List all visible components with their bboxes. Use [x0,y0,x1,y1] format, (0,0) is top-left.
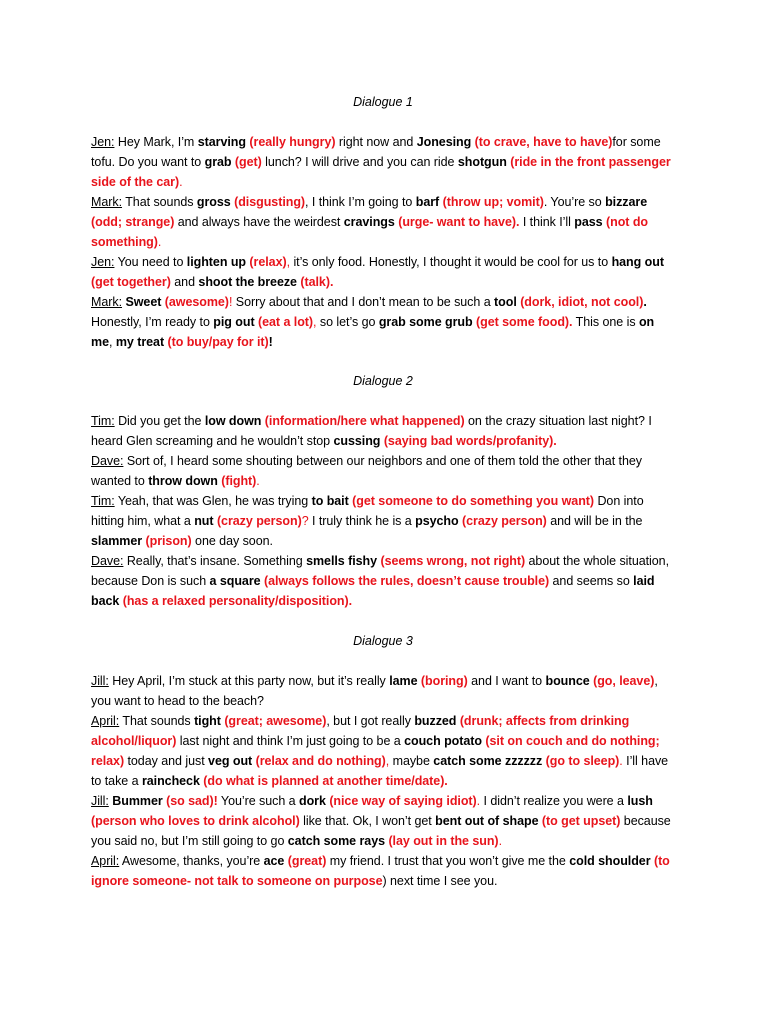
dialogue-text: today and just [124,754,209,768]
dialogue-text: I think I’ll [519,215,575,229]
dialogue-text: Sort of, I heard some shouting between our neighbors and one of them told the other that they wanted to [91,454,642,488]
definition-punct: ? [301,514,309,528]
definition-punct: , [313,315,317,329]
slang-term: grab [204,155,232,169]
slang-term: laid back [91,574,655,608]
definition: (crazy person) [213,514,302,528]
definition-punct: , [286,255,291,269]
definition: (really hungry) [245,135,336,149]
dialogue-1-body [91,132,677,352]
dialogue-text: I’ll have to take a [91,754,669,788]
definition: (odd; strange) [91,215,175,229]
definition: (prison) [142,534,192,548]
definition: (relax and do nothing) [252,754,386,768]
definition-punct: . [179,175,183,189]
speaker-name: Tim: [91,414,115,428]
speaker-name: Mark: [91,195,123,209]
slang-term: couch potato [404,734,482,748]
dialogue-text: because you said no, but I’m still going to go [91,814,671,848]
definition: (saying bad words/profanity). [380,434,557,448]
dialogue-text: Sorry about that and I don’t mean to be such a [232,295,495,309]
definition: (urge- want to have). [394,215,520,229]
slang-term: raincheck [141,774,200,788]
definition: (to ignore someone- not talk to someone on purpose [91,854,670,888]
dialogue-text: so let’s go [316,315,379,329]
definition: (throw up; vomit) [439,195,544,209]
definition: (awesome) [161,295,229,309]
dialogue-text: I didn’t realize you were a [480,794,628,808]
definition: (get together) [91,275,171,289]
slang-term: shoot the breeze [198,275,297,289]
slang-term: bent out of shape [435,814,539,828]
definition: (to get upset) [538,814,621,828]
definition: (fight) [217,474,257,488]
dialogue-text: lunch? I will drive and you can ride [261,155,458,169]
slang-term: my treat [115,335,165,349]
dialogue-text: ) next time I see you. [382,874,498,888]
slang-term: gross [196,195,231,209]
definition: (person who loves to drink alcohol) [91,814,300,828]
dialogue-text: This one is [572,315,639,329]
dialogue-text: Hey Mark, I’m [114,135,198,149]
definition: (do what is planned at another time/date). [199,774,448,788]
dialogue-text: and seems so [549,574,634,588]
dialogue-line [91,132,677,192]
definition: (get someone to do something you want) [348,494,595,508]
definition: (great; awesome) [220,714,327,728]
definition: (get some food). [472,315,573,329]
slang-term: a square [209,574,261,588]
slang-term: cravings [343,215,395,229]
dialogue-text: Did you get the [114,414,205,428]
dialogue-line [91,491,677,551]
dialogue-text: Don into hitting him, what a [91,494,644,528]
dialogue-line [91,711,677,791]
definition: (to crave, have to have) [471,135,613,149]
definition-punct: . [157,235,162,249]
dialogue-text: last night and think I’m just going to be a [176,734,405,748]
slang-term: starving [197,135,246,149]
dialogue-text: That sounds [122,195,197,209]
slang-term: veg out [208,754,253,768]
speaker-name: Jen: [91,135,115,149]
dialogue-line [91,791,677,851]
dialogue-line [91,671,677,711]
slang-term: lighten up [186,255,246,269]
slang-term: buzzed [414,714,457,728]
dialogue-text: You need to [114,255,187,269]
dialogue-text: and [170,275,199,289]
definition: (relax) [246,255,287,269]
definition: (eat a lot) [254,315,314,329]
definition: (disgusting) [230,195,306,209]
dialogue-text: Honestly, I’m ready to [91,315,214,329]
slang-term: lush [627,794,653,808]
definition: (has a relaxed personality/disposition). [119,594,353,608]
dialogue-3-title: Dialogue 3 [353,634,413,648]
slang-term: ace [263,854,285,868]
slang-term: catch some rays [287,834,386,848]
speaker-name: Jill: [91,674,109,688]
slang-term: catch some zzzzzz [433,754,543,768]
dialogue-text: like that. Ok, I won’t get [299,814,436,828]
slang-term: psycho [415,514,459,528]
slang-term: nut [194,514,214,528]
dialogue-text: Really, that’s insane. Something [123,554,307,568]
dialogue-text: Awesome, thanks, you’re [119,854,264,868]
definition: (talk). [296,275,334,289]
dialogue-text: for some tofu. Do you want to [91,135,661,169]
definition: (dork, idiot, not cool) [516,295,644,309]
dialogue-text: my friend. I trust that you won’t give me the [326,854,570,868]
speaker-name: April: [91,714,120,728]
dialogue-text: it’s only food. Honestly, I thought it would be cool for us to [290,255,612,269]
dialogue-text: . You’re so [543,195,606,209]
dialogue-line [91,192,677,252]
definition: (drunk; affects from drinking alcohol/liquor) [91,714,630,748]
definition: (so sad)! [162,794,218,808]
definition: (go to sleep) [542,754,620,768]
slang-term: cold shoulder [569,854,651,868]
dialogue-text: , I think I’m going to [305,195,416,209]
slang-term: ! [268,335,273,349]
dialogue-text: Yeah, that was Glen, he was trying [114,494,312,508]
dialogue-line [91,851,677,891]
definition: (ride in the front passenger side of the car) [91,155,671,189]
dialogue-text: maybe [389,754,434,768]
definition: (always follows the rules, doesn’t cause trouble) [260,574,550,588]
definition: (information/here what happened) [261,414,465,428]
slang-term: slammer [91,534,143,548]
definition: (great) [284,854,327,868]
definition: (boring) [417,674,468,688]
definition: (go, leave) [589,674,655,688]
slang-term: grab some grub [378,315,473,329]
definition: (lay out in the sun) [385,834,499,848]
slang-term: hang out [611,255,664,269]
definition-punct: . [619,754,623,768]
definition-punct: . [476,794,481,808]
dialogue-line [91,252,677,292]
slang-term: lame [389,674,418,688]
dialogue-1-title: Dialogue 1 [353,95,413,109]
definition-punct: . [256,474,260,488]
definition: (nice way of saying idiot) [325,794,477,808]
slang-term: bizzare [605,195,648,209]
slang-term: barf [415,195,440,209]
slang-term: tight [194,714,221,728]
dialogue-text: and will be in the [546,514,643,528]
dialogue-line [91,451,677,491]
slang-term: throw down [148,474,218,488]
slang-term: . [643,295,647,309]
dialogue-3-body [91,671,677,891]
dialogue-text: I truly think he is a [308,514,416,528]
speaker-name: Mark: [91,295,123,309]
dialogue-text: about the whole situation, because Don is such [91,554,669,588]
slang-term: to bait [311,494,349,508]
definition: (sit on couch and do nothing; relax) [91,734,660,768]
dialogue-line [91,292,677,352]
slang-term: on me [91,315,655,349]
slang-term: smells fishy [306,554,378,568]
slang-term: dork [299,794,326,808]
dialogue-text: and always have the weirdest [174,215,344,229]
speaker-name: Tim: [91,494,115,508]
definition-punct: . [498,834,502,848]
speaker-name: April: [91,854,120,868]
slang-term: bounce [545,674,590,688]
dialogue-text: You’re such a [217,794,299,808]
speaker-name: Jen: [91,255,115,269]
definition: (get) [231,155,262,169]
slang-term: pass [574,215,603,229]
definition-punct: , [385,754,390,768]
definition: (not do something) [91,215,648,249]
slang-term: Jonesing [416,135,472,149]
dialogue-text: , but I got really [326,714,415,728]
dialogue-text: one day soon. [191,534,273,548]
dialogue-text: right now and [335,135,417,149]
slang-term: shotgun [457,155,507,169]
dialogue-text: That sounds [119,714,195,728]
speaker-name: Jill: [91,794,109,808]
dialogue-2-body [91,411,677,611]
slang-term: pig out [213,315,255,329]
definition: (crazy person) [458,514,547,528]
slang-term: Sweet [125,295,162,309]
speaker-name: Dave: [91,454,124,468]
dialogue-text: Hey April, I’m stuck at this party now, but it’s really [108,674,390,688]
definition-punct: ! [228,295,233,309]
dialogue-line [91,411,677,451]
slang-term: Bummer [112,794,163,808]
dialogue-text: and I want to [467,674,546,688]
slang-term: tool [494,295,517,309]
definition: (to buy/pay for it) [164,335,269,349]
slang-term: cussing [333,434,381,448]
dialogue-2-title: Dialogue 2 [353,374,413,388]
dialogue-line [91,551,677,611]
speaker-name: Dave: [91,554,124,568]
dialogue-text: , [108,335,116,349]
slang-term: low down [204,414,262,428]
dialogue-text: on the crazy situation last night? I heard Glen screaming and he wouldn’t stop [91,414,652,448]
dialogue-text: , you want to head to the beach? [91,674,658,708]
definition: (seems wrong, not right) [377,554,526,568]
